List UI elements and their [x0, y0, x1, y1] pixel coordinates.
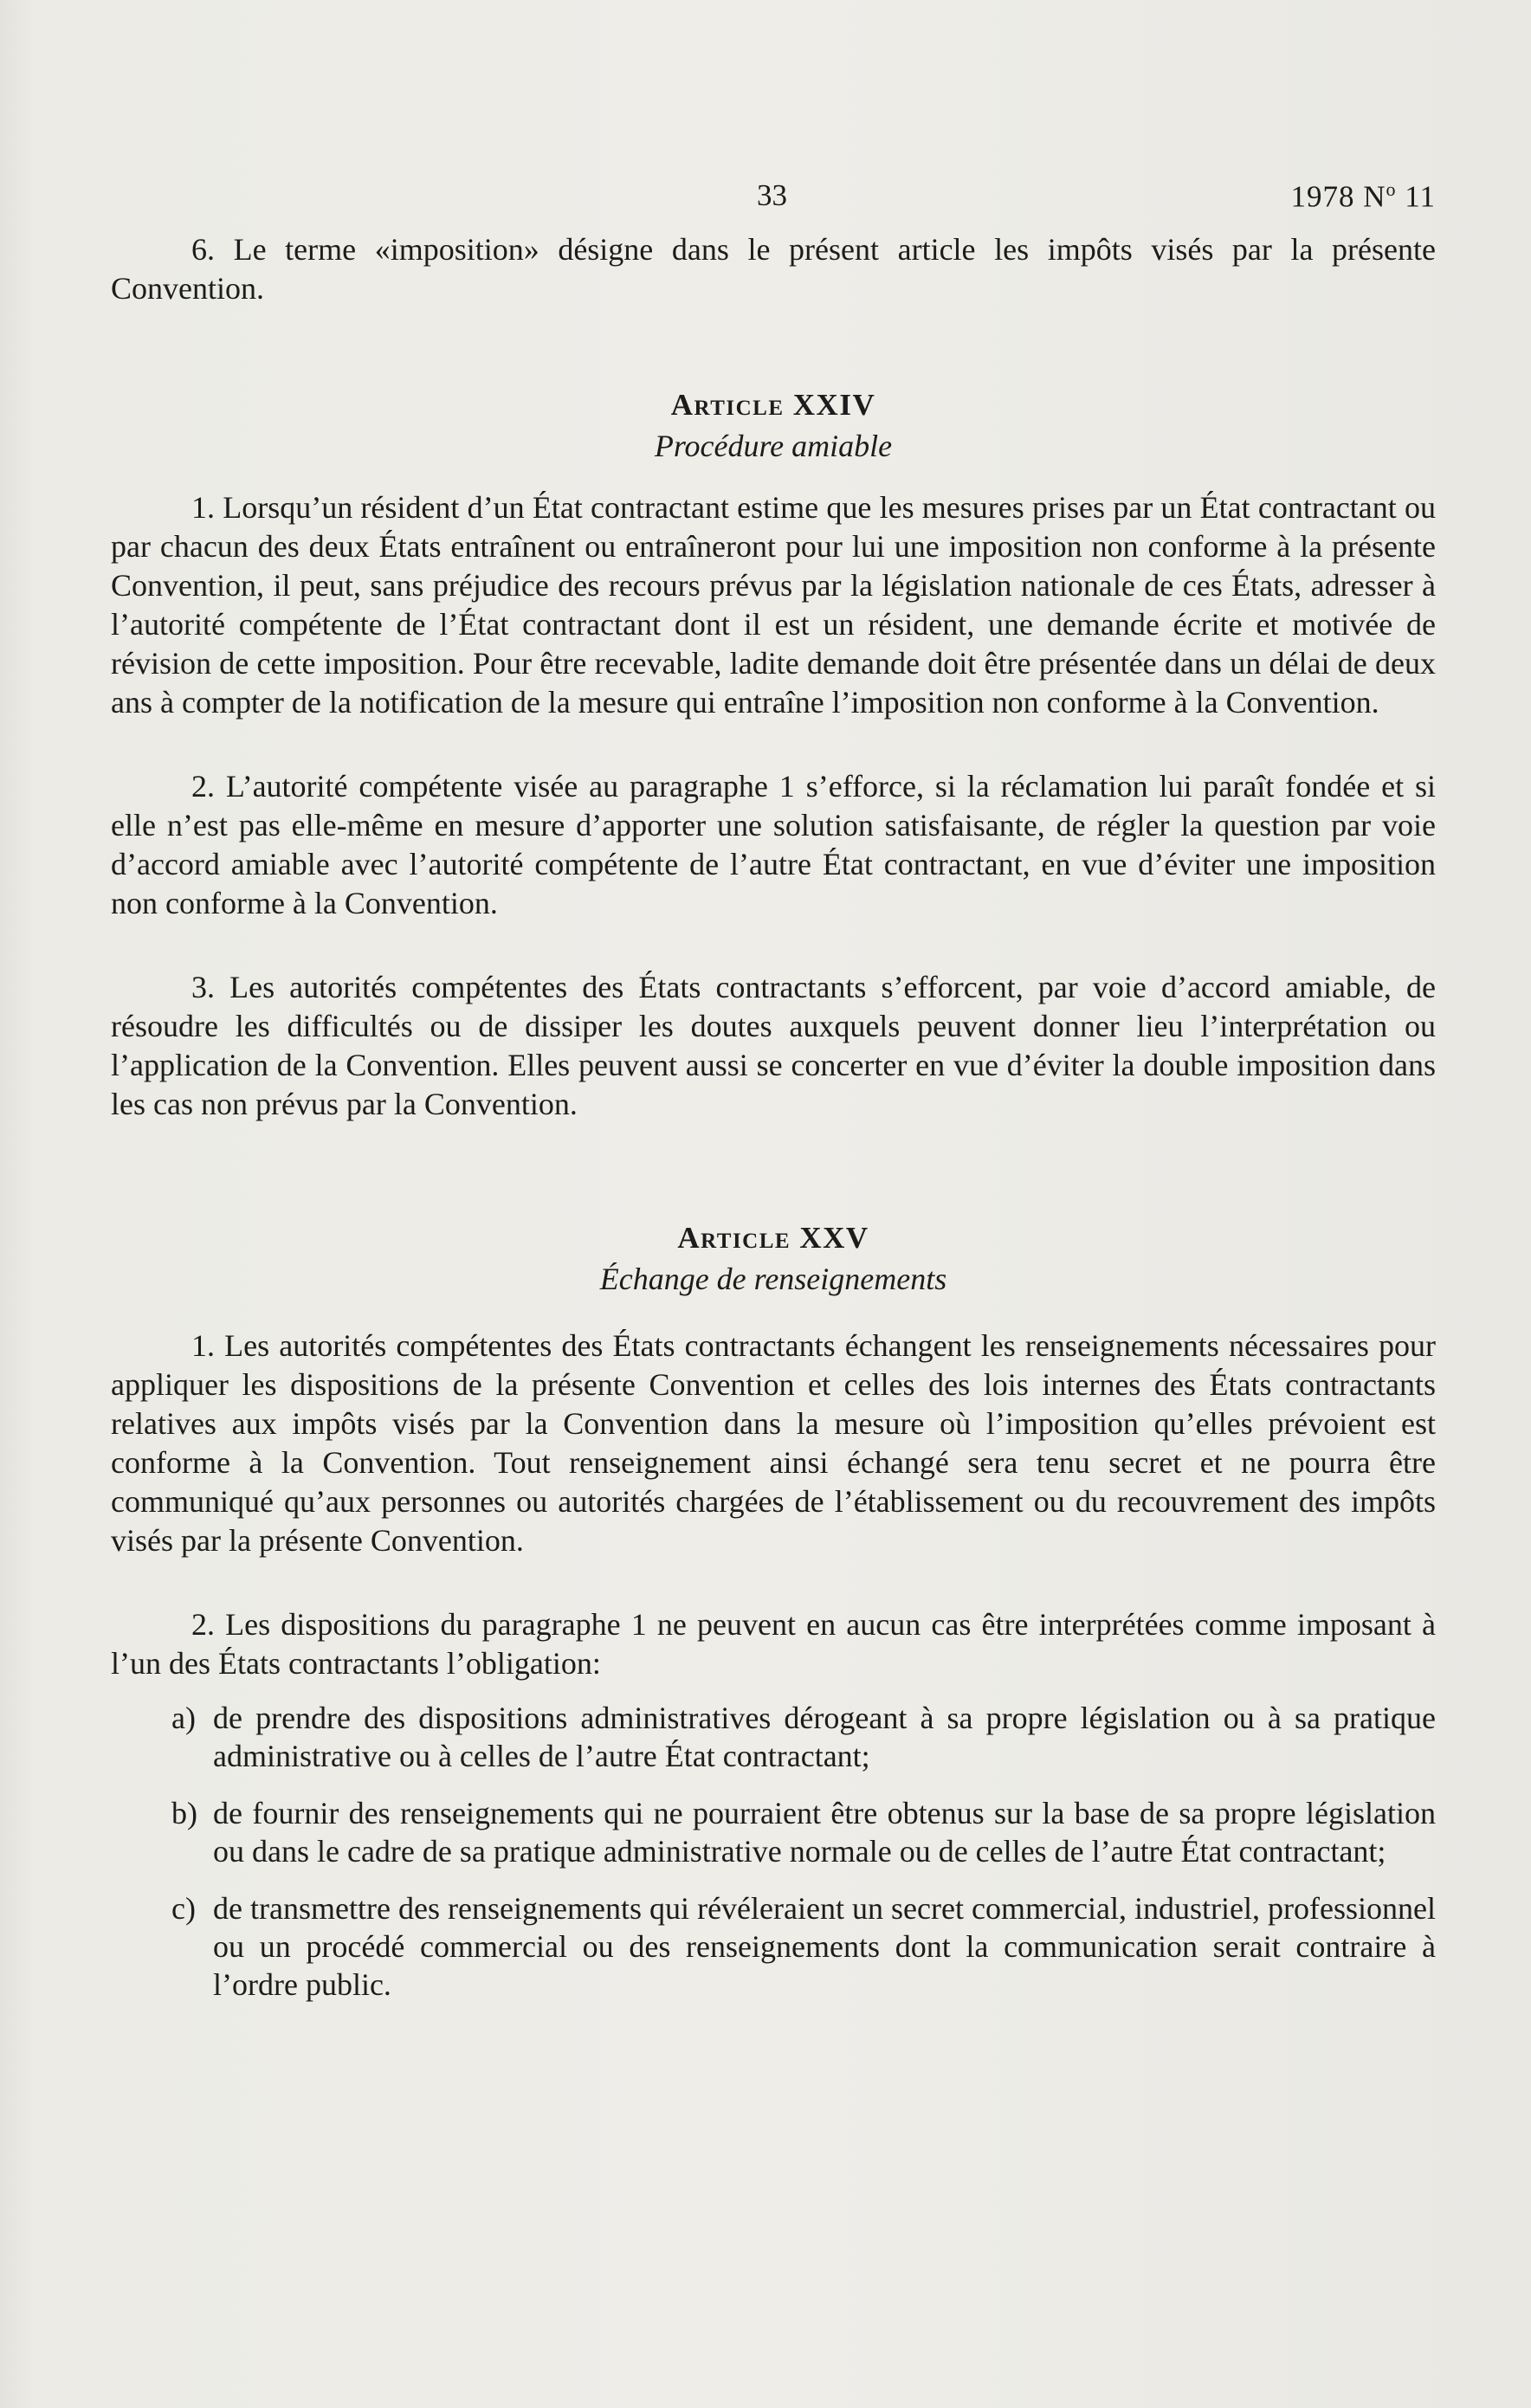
list-item-a	[111, 1699, 1436, 1775]
obligation-list	[111, 1699, 1436, 2004]
article-25-heading: Article XXV	[677, 1221, 869, 1255]
list-item-c	[111, 1889, 1436, 2004]
number-value: 11	[1405, 179, 1436, 214]
page-number: 33	[757, 178, 787, 212]
volume-number	[1291, 178, 1436, 215]
list-text: de prendre des dispositions administratives dérogeant à sa propre législation ou à sa pratique administrative ou à celles de l’autre État contractant;	[213, 1701, 1436, 1773]
article-25-paragraph-2: 2. Les dispositions du paragraphe 1 ne peuvent en aucun cas être interprétées comme imposant à l’un des États contractants l’obligation:	[111, 1607, 1436, 1681]
number-label-sup: o	[1386, 178, 1397, 200]
article-24-paragraph-2: 2. L’autorité compétente visée au paragraphe 1 s’efforce, si la réclamation lui paraît fondée et si elle n’est pas elle-même en mesure d’apporter une solution satisfaisante, de régler la question par voie d’accord amiable avec l’autorité compétente de l’autre État contractant, en vue d’éviter une imposition non conforme à la Convention.	[111, 769, 1436, 920]
article-25-paragraph-1: 1. Les autorités compétentes des États contractants échangent les renseignements nécessaires pour appliquer les dispositions de la présente Convention et celles des lois internes des États contractants relatives aux impôts visés par la Convention dans la mesure où l’imposition qu’elles prévoient est conforme à la Convention. Tout renseignement ainsi échangé sera tenu secret et ne pourra être communiqué qu’aux personnes ou autorités chargées de l’établissement ou du recouvrement des impôts visés par la présente Convention.	[111, 1328, 1436, 1558]
year: 1978	[1290, 179, 1355, 214]
article-25-subtitle: Échange de renseignements	[599, 1262, 947, 1296]
list-marker: b)	[171, 1796, 197, 1830]
article-24-paragraph-3: 3. Les autorités compétentes des États contractants s’efforcent, par voie d’accord amiable, de résoudre les difficultés ou de dissiper les doutes auxquels peuvent donner lieu l’interprétation ou l’application de la Convention. Elles peuvent aussi se concerter en vue d’éviter la double imposition dans les cas non prévus par la Convention.	[111, 970, 1436, 1121]
article-24-heading: Article XXIV	[670, 388, 876, 422]
list-marker: c)	[171, 1891, 196, 1926]
list-marker: a)	[171, 1701, 196, 1735]
number-label: N	[1363, 179, 1386, 214]
list-item-b	[111, 1794, 1436, 1870]
page-content	[111, 170, 1436, 2023]
article-24-paragraph-1: 1. Lorsqu’un résident d’un État contractant estime que les mesures prises par un État contractant ou par chacun des deux États entraînent ou entraîneront pour lui une imposition non conforme à la présente Convention, il peut, sans préjudice des recours prévus par la législation nationale de ces États, adresser à l’autorité compétente de l’État contractant dont il est un résident, une demande écrite et motivée de révision de cette imposition. Pour être recevable, ladite demande doit être présentée dans un délai de deux ans à compter de la notification de la mesure qui entraîne l’imposition non conforme à la Convention.	[111, 490, 1436, 720]
page-header	[111, 170, 1436, 230]
list-text: de transmettre des renseignements qui révéleraient un secret commercial, industriel, professionnel ou un procédé commercial ou des renseignements dont la communication serait contraire à l’ordre public.	[213, 1891, 1436, 2002]
paragraph-6: 6. Le terme «imposition» désigne dans le présent article les impôts visés par la présente Convention.	[111, 232, 1436, 306]
article-24-subtitle: Procédure amiable	[654, 429, 893, 463]
list-text: de fournir des renseignements qui ne pourraient être obtenus sur la base de sa propre législation ou dans le cadre de sa pratique administrative normale ou de celles de l’autre État contractant;	[213, 1796, 1436, 1869]
